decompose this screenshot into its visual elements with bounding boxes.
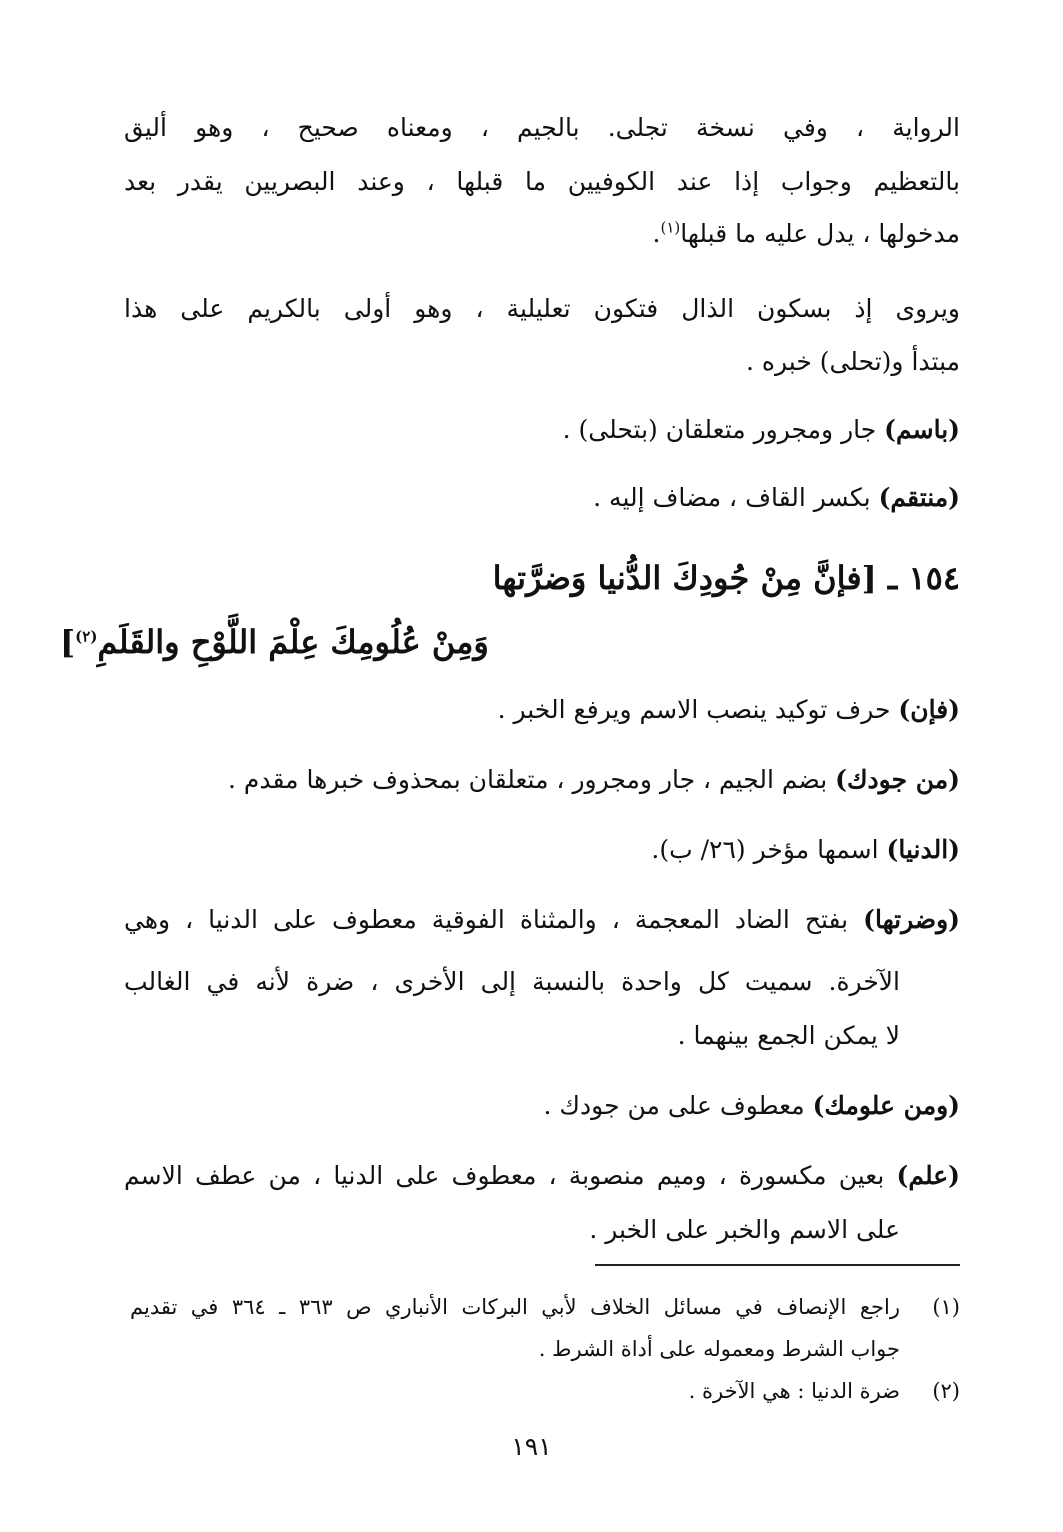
entry-ilm-term: (علم) <box>896 1161 960 1190</box>
entry-fainna-term: (فإن) <box>898 695 960 724</box>
entry-fainna-text: حرف توكيد ينصب الاسم ويرفع الخبر . <box>497 695 899 724</box>
entry-ulumik <box>200 1088 960 1124</box>
para1-line3-text: مدخولها ، يدل عليه ما قبلها <box>680 219 960 248</box>
entry-darratuha-text1: بفتح الضاد المعجمة ، والمثناة الفوقية معطوف على الدنيا ، وهي <box>124 905 864 934</box>
footnote-2-number: (٢) <box>932 1379 960 1403</box>
entry-ulumik-text: معطوف على من جودك . <box>543 1091 813 1120</box>
entry-dunya <box>200 832 960 868</box>
footnote-1-line2: جواب الشرط ومعموله على أداة الشرط . <box>538 1337 900 1361</box>
entry-darratuha-line1 <box>124 902 960 938</box>
entry-jud-term: (من جودك) <box>835 765 960 794</box>
entry-muntaqim-text: بكسر القاف ، مضاف إليه . <box>593 483 879 512</box>
entry-darratuha-line3: لا يمكن الجمع بينهما . <box>677 1021 900 1050</box>
footnote-1-number: (١) <box>932 1295 960 1319</box>
entry-jud-text: بضم الجيم ، جار ومجرور ، متعلقان بمحذوف خبرها مقدم . <box>227 765 836 794</box>
entry-darratuha-line2: الآخرة. سميت كل واحدة بالنسبة إلى الأخرى ، ضرة لأنه في الغالب <box>124 967 900 996</box>
para1-line3-end: . <box>652 219 661 248</box>
entry-muntaqim-term: (منتقم) <box>878 483 960 512</box>
entry-ilm-text1: بعين مكسورة ، وميم منصوبة ، معطوف على الدنيا ، من عطف الاسم <box>124 1161 897 1190</box>
footnote-ref-1: (١) <box>660 218 681 237</box>
footnote-ref-2: (٢) <box>75 627 98 646</box>
para2-line2: مبتدأ و(تحلى) خبره . <box>745 347 960 376</box>
entry-jud <box>140 762 960 798</box>
para1-line3 <box>300 216 960 252</box>
footnote-1-line1: راجع الإنصاف في مسائل الخلاف لأبي البركات الأنباري ص ٣٦٣ ـ ٣٦٤ في تقديم <box>130 1295 900 1319</box>
page-number: ١٩١ <box>511 1432 552 1461</box>
para2-line1: ويروى إذ بسكون الذال فتكون تعليلية ، وهو أولى بالكريم على هذا <box>124 294 960 323</box>
entry-ulumik-term: (ومن علومك) <box>812 1091 960 1120</box>
entry-ilm-line2: على الاسم والخبر على الخبر . <box>589 1215 900 1244</box>
entry-basim-text: جار ومجرور متعلقان (بتحلى) . <box>562 415 885 444</box>
entry-dunya-term: (الدنيا) <box>886 835 960 864</box>
verse-line2-end: ] <box>60 623 76 661</box>
entry-dunya-text: اسمها مؤخر (٢٦/ ب). <box>651 835 887 864</box>
entry-muntaqim <box>200 480 960 516</box>
para1-line2: بالتعظيم وجواب إذا عند الكوفيين ما قبلها ، وعند البصريين يقدر بعد <box>124 167 960 196</box>
footnote-separator <box>595 1264 960 1266</box>
verse-line2-text: وَمِنْ عُلُومِكَ عِلْمَ اللَّوْحِ والقَلَمِ <box>97 623 489 661</box>
entry-ilm-line1 <box>124 1158 960 1194</box>
entry-fainna <box>200 692 960 728</box>
entry-basim <box>200 412 960 448</box>
verse-line1: ١٥٤ ـ [فإنَّ مِنْ جُودِكَ الدُّنيا وَضرَّتها <box>492 559 960 597</box>
entry-basim-term: (باسم) <box>884 415 960 444</box>
footnote-2-line1: ضرة الدنيا : هي الآخرة . <box>688 1379 900 1403</box>
entry-darratuha-term: (وضرتها) <box>863 905 960 934</box>
verse-line2 <box>60 618 960 666</box>
para1-line1: الرواية ، وفي نسخة تجلى. بالجيم ، ومعناه صحيح ، وهو أليق <box>124 113 960 142</box>
